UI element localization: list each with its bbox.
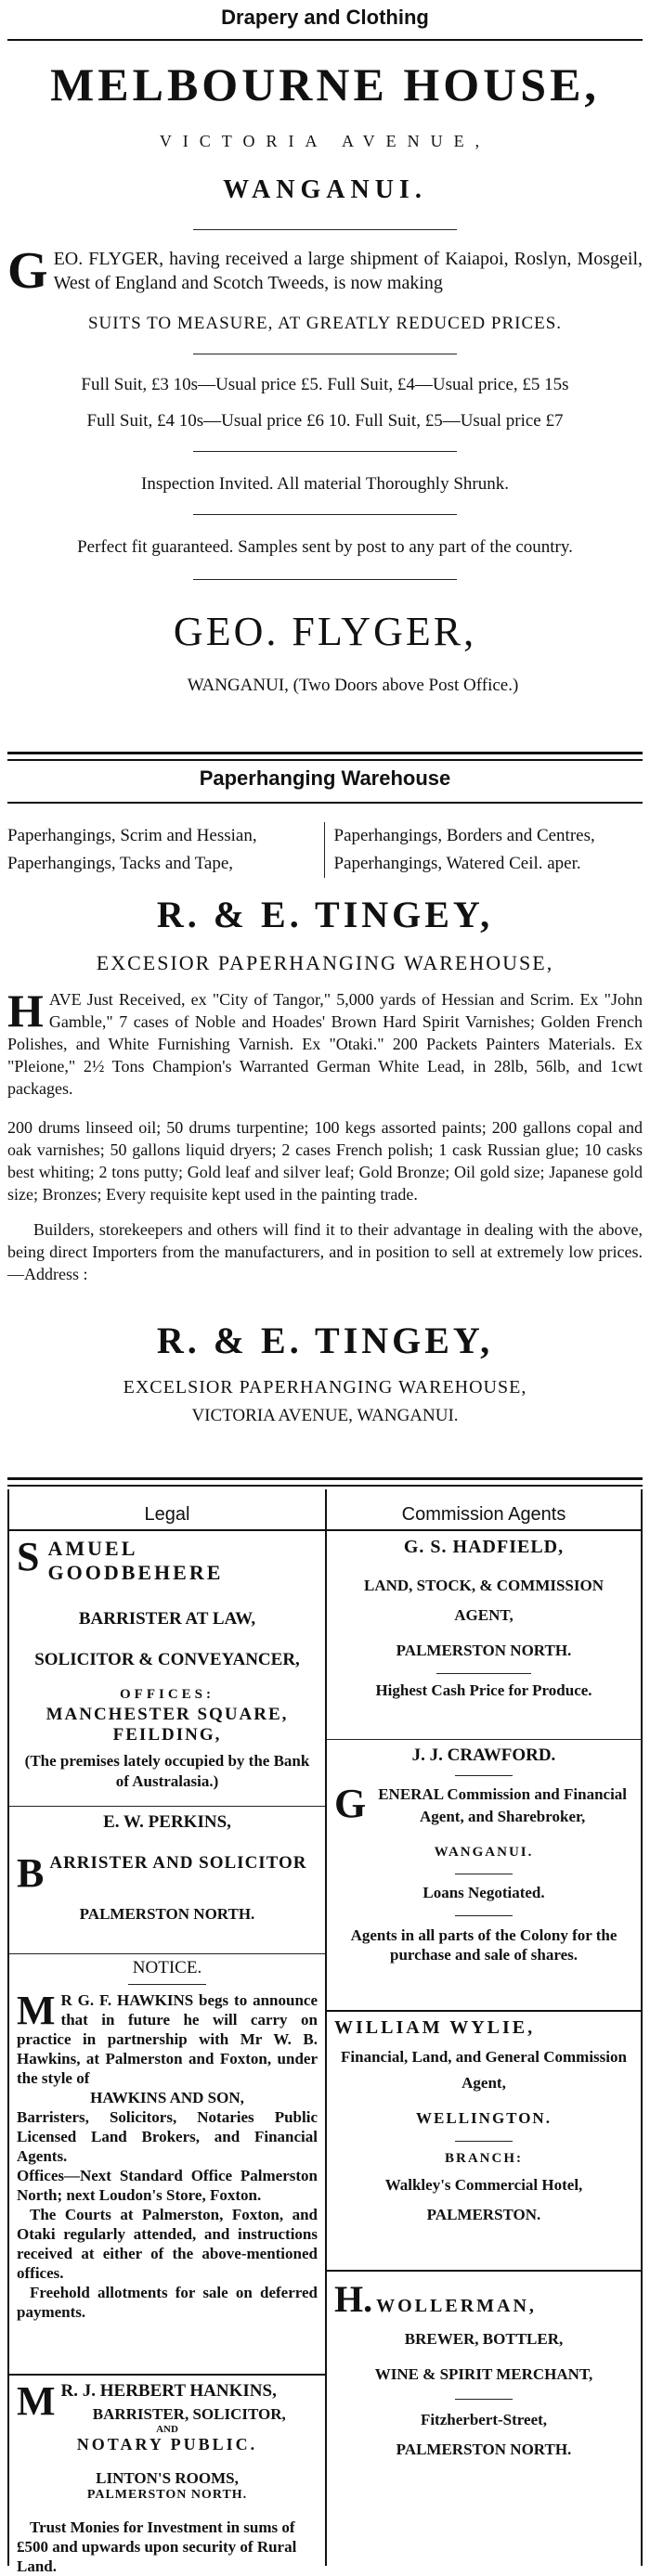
fit-line: Perfect fit guaranteed. Samples sent by post to any part of the country. <box>77 537 573 557</box>
intro-text: GEO. FLYGER, having received a large shipment of Kaiapoi, Roslyn, Mosgeil, West of England and Scotch Tweeds, is now making <box>7 242 643 300</box>
firm-street: VICTORIA AVENUE, WANGANUI. <box>191 1406 459 1425</box>
legal-column <box>9 1499 325 2575</box>
stock-text: HAVE Just Received, ex "City of Tangor," 5,000 yards of Hessian and Scrim. Ex "John Gamble," 7 cases of Noble and Hoades' Brown Hard Spirit Varnishes; Golden French Polishes, and White Furnishing Varnish. Ex "Otaki." 200 Packets Painters Materials. Ex "Pleione," 2½ Tons Champion's Warranted German White Lead, in 28lb, 56lb, and 1cwt packages. <box>7 985 643 1098</box>
firm-subtitle: EXCESIOR PAPERHANGING WAREHOUSE, <box>96 951 554 974</box>
wollerman-ad: H. WOLLERMAN, BREWER, BOTTLER, WINE & SPIRIT MERCHANT, Fitzherbert-Street, PALMERSTON NORTH. <box>334 2278 593 2458</box>
hadfield-ad: G. S. HADFIELD, LAND, STOCK, & COMMISSION AGENT, PALMERSTON NORTH. Highest Cash Price for Produce. <box>363 1537 604 1699</box>
section-heading-drapery: Drapery and Clothing <box>221 6 429 29</box>
crawford-ad: J. J. CRAWFORD. GENERAL Commission and Financial Agent, and Sharebroker, WANGANUI. Loans Negotiated. Agents in all parts of the Colony for the purchase and sale of shares. <box>334 1745 628 1964</box>
stock-list: 200 drums linseed oil; 50 drums turpentine; 100 kegs assorted paints; 200 gallons copal and oak varnishes; 50 gallons liquid dryers; 2 cases French polish; 1 cask Russian glue; 10 casks best whiting; 2 tons putty; Gold leaf and silver leaf; Gold Bronze; Oil gold size; Japanese gold size; Bronzes; Every requisite kept used in the painting trade. <box>7 1118 643 1204</box>
drop-cap: G <box>7 242 48 300</box>
firm-name: R. & E. TINGEY, <box>156 894 494 935</box>
town: WANGANUI. <box>223 175 427 204</box>
address-note: Builders, storekeepers and others will find it to their advantage in dealing with the above, being direct Importers from the manufacturers, and in position to sell at extremely low prices.—Address : <box>7 1220 643 1283</box>
firm-subtitle-2: EXCELSIOR PAPERHANGING WAREHOUSE, <box>123 1377 527 1397</box>
proprietor: GEO. FLYGER, <box>173 609 477 654</box>
street: VICTORIA AVENUE, <box>159 132 491 150</box>
prices-line: Full Suit, £4 10s—Usual price £6 10. Full Suit, £5—Usual price £7 <box>86 411 564 431</box>
suits-line: SUITS TO MEASURE, AT GREATLY REDUCED PRICES. <box>87 314 563 333</box>
firm-name-2: R. & E. TINGEY, <box>156 1320 494 1361</box>
inspection-line: Inspection Invited. All material Thoroughly Shrunk. <box>141 474 509 494</box>
section-heading-paper: Paperhanging Warehouse <box>199 766 451 790</box>
drapery-ad <box>7 0 643 761</box>
notice-ad: NOTICE. M R G. F. HAWKINS begs to announce that in future he will carry on practice in partnership with Mr W. B. Hawkins, at Palmerston and Foxton, under the style of HAWKINS AND SON, Barristers, Solicitors, Notaries Public Licensed Land Brokers, and Financial Agents. Offices—Next Standard Office Palmerston North; next Loudon's Store, Foxton. The Courts at Palmerston, Foxton, and Otaki regularly attended, and instructions received at either of the above-mentioned offices. Freehold allotments for sale on deferred payments. <box>17 1958 318 2321</box>
goodbehere-ad: SAMUEL GOODBEHERE BARRISTER AT LAW, SOLICITOR & CONVEYANCER, OFFICES: MANCHESTER SQUARE, FEILDING, (The premises lately occupied by the Bank of Australasia.) <box>17 1534 310 1790</box>
divider <box>7 39 643 41</box>
prices-line: Full Suit, £3 10s—Usual price £5. Full Suit, £4—Usual price, £5 15s <box>81 375 569 394</box>
hankins-ad: M R. J. HERBERT HANKINS, BARRISTER, SOLICITOR, AND NOTARY PUBLIC. LINTON'S ROOMS, PALMERSTON NORTH. Trust Monies for Investment in sums of £500 and upwards upon security of Rural Land. <box>17 2378 297 2575</box>
commission-column <box>327 1499 641 2572</box>
store-name: MELBOURNE HOUSE, <box>50 58 600 110</box>
wylie-ad: WILLIAM WYLIE, Financial, Land, and General Commission Agent, WELLINGTON. BRANCH: Walkley's Commercial Hotel, PALMERSTON. <box>334 2017 627 2223</box>
section-heading-legal: Legal <box>144 1504 190 1525</box>
section-heading-commission: Commission Agents <box>401 1504 566 1525</box>
address: WANGANUI, (Two Doors above Post Office.) <box>187 676 519 695</box>
perkins-ad: E. W. PERKINS, BARRISTER AND SOLICITOR PALMERSTON NORTH. <box>17 1812 307 1923</box>
products-list: Paperhangings, Scrim and Hessian, Paperhangings, Tacks and Tape, Paperhangings, Borders and Centres, Paperhangings, Watered Ceil. aper. <box>7 822 643 878</box>
paperhanging-ad <box>7 766 643 1490</box>
